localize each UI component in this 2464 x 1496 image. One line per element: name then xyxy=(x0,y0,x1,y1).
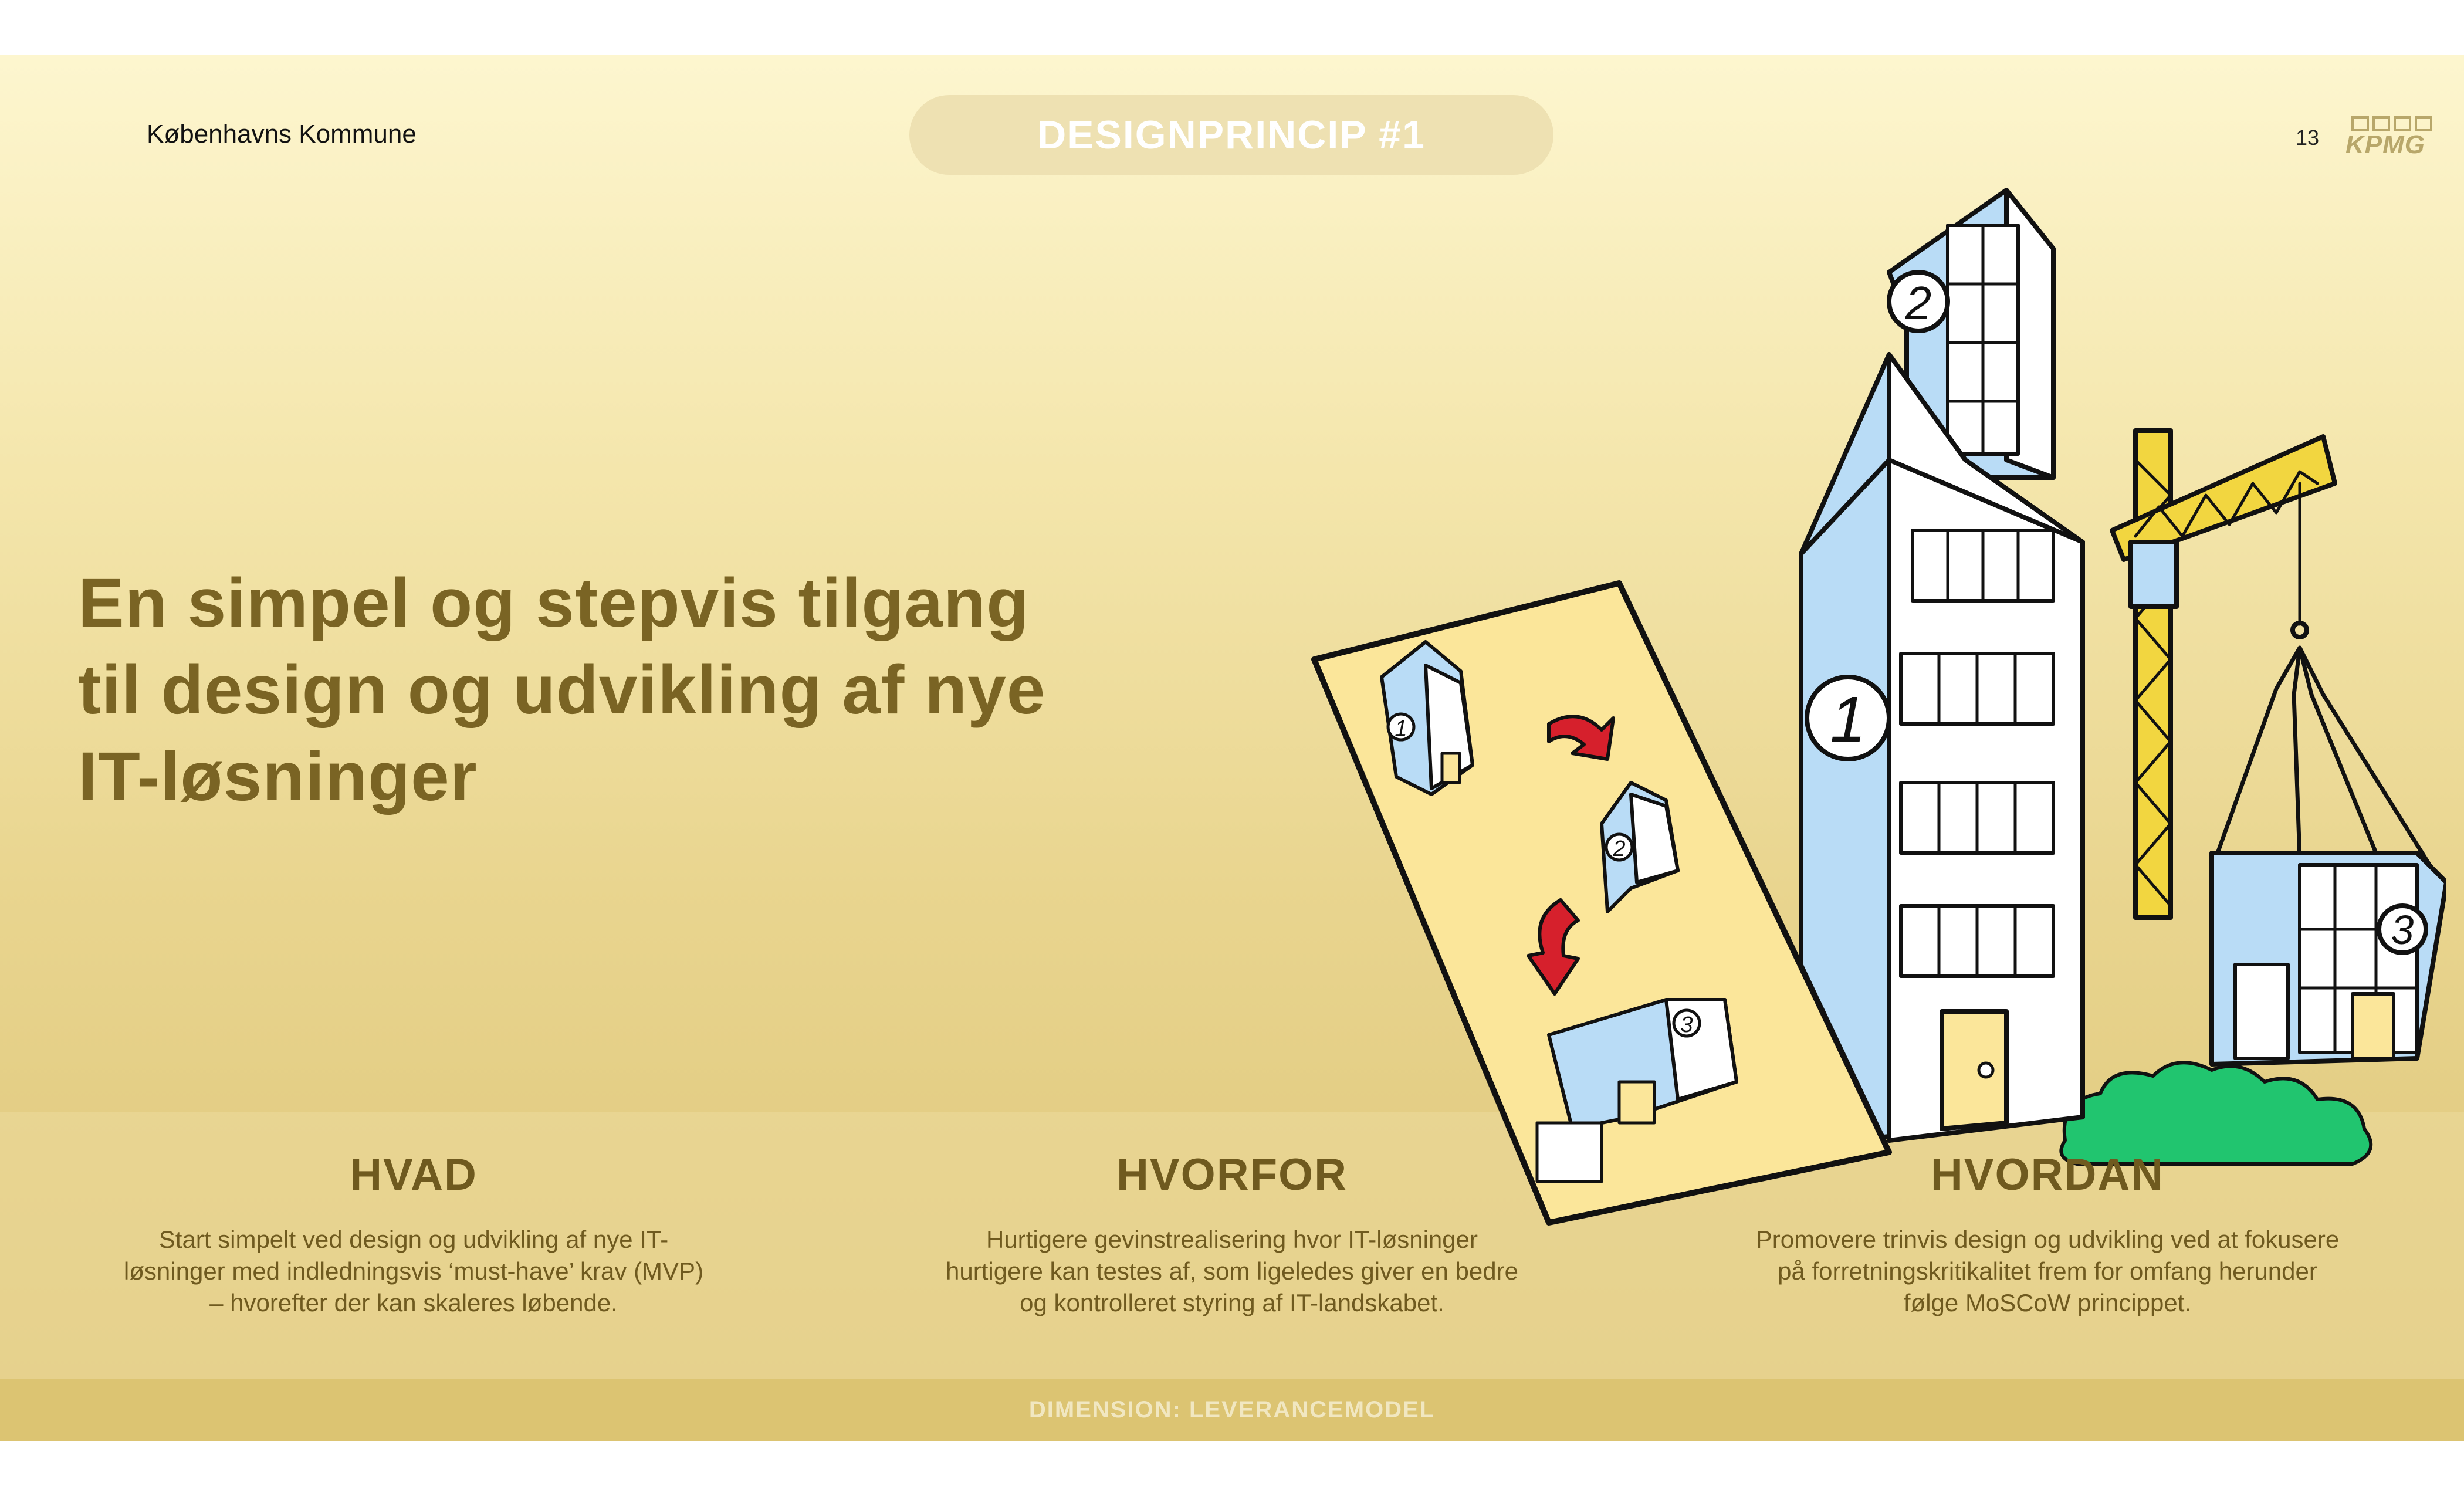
column-hvordan-line-2: på forretningskritikalitet frem for omfang herunder xyxy=(1778,1257,2317,1285)
column-hvorfor-text xyxy=(921,1224,1543,1319)
building-marker-1: 1 xyxy=(1830,683,1866,756)
logo-text: KPMG xyxy=(2345,130,2425,159)
column-hvorfor-line-3: og kontrolleret styring af IT-landskabet. xyxy=(1020,1289,1444,1316)
column-hvorfor-title: HVORFOR xyxy=(1116,1150,1348,1200)
column-hvad-line-3: – hvorefter der kan skaleres løbende. xyxy=(209,1289,618,1316)
column-hvorfor-line-2: hurtigere kan testes af, som ligeledes giver en bedre xyxy=(946,1257,1518,1285)
dimension-label: DIMENSION: LEVERANCEMODEL xyxy=(1028,1397,1436,1423)
mini-building-marker-2: 2 xyxy=(1613,837,1626,861)
column-hvorfor xyxy=(909,1149,1555,1319)
column-hvorfor-line-1: Hurtigere gevinstrealisering hvor IT-løsninger xyxy=(986,1226,1478,1253)
column-hvad xyxy=(91,1149,736,1319)
column-hvordan xyxy=(1725,1149,2370,1319)
column-hvordan-line-3: følge MoSCoW princippet. xyxy=(1903,1289,2192,1316)
column-hvad-title: HVAD xyxy=(350,1150,478,1200)
logo-boxes xyxy=(2351,116,2439,131)
column-hvordan-title: HVORDAN xyxy=(1930,1150,2165,1200)
column-hvordan-text xyxy=(1737,1224,2358,1319)
column-hvordan-line-1: Promovere trinvis design og udvikling ved at fokusere xyxy=(1755,1226,2340,1253)
principle-label: DESIGNPRINCIP #1 xyxy=(1037,113,1426,157)
column-hvad-line-2: løsninger med indledningsvis ‘must-have’ krav (MVP) xyxy=(123,1257,704,1285)
headline-line-3: IT-løsninger xyxy=(78,738,478,815)
construction-illustration xyxy=(1302,131,2446,1246)
headline-line-1: En simpel og stepvis tilgang xyxy=(78,564,1030,642)
building-marker-2: 2 xyxy=(1905,277,1932,329)
mini-building-marker-3: 3 xyxy=(1680,1013,1693,1037)
mini-building-marker-1: 1 xyxy=(1395,716,1407,741)
headline-line-2: til design og udvikling af nye xyxy=(78,651,1046,729)
building-3-icon xyxy=(2212,853,2446,1064)
building-marker-3: 3 xyxy=(2391,907,2414,953)
column-hvad-text xyxy=(103,1224,725,1319)
headline xyxy=(78,560,1339,820)
footer-bar xyxy=(0,1379,2464,1441)
organization-name: Københavns Kommune xyxy=(147,120,417,148)
column-hvad-line-1: Start simpelt ved design og udvikling af nye IT- xyxy=(158,1226,669,1253)
crane-icon xyxy=(2112,431,2441,918)
slide xyxy=(0,55,2464,1441)
page-number: 13 xyxy=(2296,126,2320,150)
